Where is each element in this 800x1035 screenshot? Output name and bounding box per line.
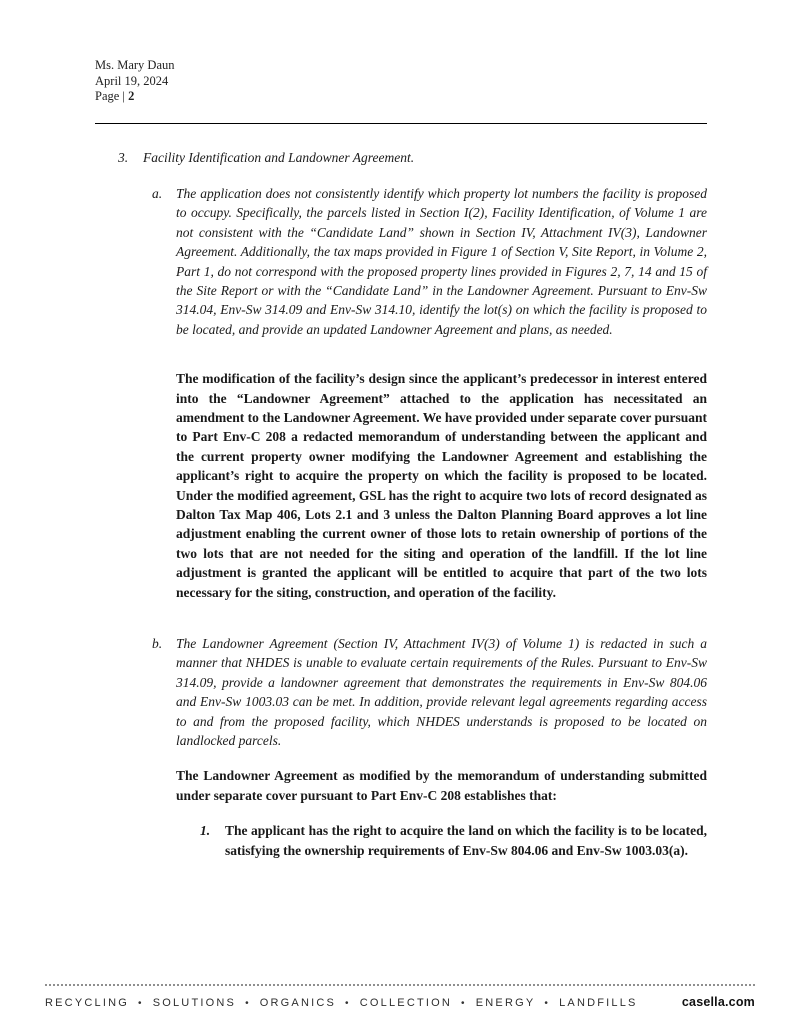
header-rule	[95, 123, 707, 124]
header-recipient: Ms. Mary Daun	[95, 58, 175, 72]
item-a-label: a.	[152, 185, 163, 201]
sub-item-1	[95, 821, 707, 860]
footer-tagline	[45, 997, 638, 1009]
footer-tagline-item: COLLECTION	[359, 997, 453, 1009]
comment-item-b	[95, 634, 707, 750]
letter-body	[95, 148, 707, 861]
footer-bullet: •	[544, 998, 551, 1009]
footer-dotted-rule	[45, 984, 755, 986]
header-date: April 19, 2024	[95, 73, 169, 88]
footer-bullet: •	[461, 998, 467, 1009]
section-title: Facility Identification and Landowner Agreement.	[143, 149, 415, 165]
footer-bullet: •	[245, 998, 251, 1009]
header-page-number: 2	[128, 89, 135, 103]
comment-item-a	[95, 184, 707, 339]
footer-row	[45, 995, 755, 1009]
header-page-label: Page |	[95, 89, 129, 103]
footer-tagline-item: ENERGY	[475, 997, 536, 1009]
response-b-text: The Landowner Agreement as modified by the memorandum of understanding submitted under separate cover pursuant to Part Env-C 208 establishes that:	[176, 768, 707, 803]
sub-item-1-label: 1.	[200, 823, 211, 839]
footer-tagline-item: LANDFILLS	[559, 997, 638, 1009]
item-a-text: The application does not consistently identify which property lot numbers the facility is proposed to occupy. Specifically, the parcels listed in Section I(2), Facility Identification, of Volume 1 are not consistent with the “Candidate Land” shown in Section IV, Attachment IV(3), Landowner Agreement. Additionally, the tax maps provided in Figure 1 of Section V, Site Report, in Volume 2, Part 1, do not correspond with the proposed property lines provided in Figures 2, 7, 14 and 15 of the Site Report or with the “Candidate Land” in the Landowner Agreement. Pursuant to Env-Sw 314.04, Env-Sw 314.09 and Env-Sw 314.10, identify the lot(s) on which the facility is proposed to be located, and provide an updated Landowner Agreement and plans, as needed.	[176, 185, 707, 337]
footer-tagline-item: SOLUTIONS	[152, 997, 237, 1009]
footer-brand: casella.com	[681, 995, 755, 1009]
footer-bullet: •	[345, 998, 351, 1009]
item-b-label: b.	[152, 636, 163, 652]
footer-bullet: •	[137, 998, 144, 1009]
page-footer	[45, 984, 755, 1009]
letter-header	[95, 58, 707, 124]
section-number: 3.	[118, 149, 129, 165]
footer-tagline-item: ORGANICS	[259, 997, 337, 1009]
sub-item-1-text: The applicant has the right to acquire the land on which the facility is to be located, satisfying the ownership requirements of Env-Sw 804.06 and Env-Sw 1003.03(a).	[225, 823, 707, 858]
item-b-text: The Landowner Agreement (Section IV, Attachment IV(3) of Volume 1) is redacted in such a manner that NHDES is unable to evaluate certain requirements of the Rules. Pursuant to Env-Sw 314.09, provide a landowner agreement that demonstrates the requirements in Env-Sw 804.06 and Env-Sw 1003.03 can be met. In addition, provide relevant legal agreements regarding access to and from the proposed facility, which NHDES understands is proposed to be located on landlocked parcels.	[176, 636, 707, 749]
response-a-text: The modification of the facility’s design since the applicant’s predecessor in interest entered into the “Landowner Agreement” attached to the application has necessitated an amendment to the Landowner Agreement. We have provided under separate cover pursuant to Part Env-C 208 a redacted memorandum of understanding between the applicant and the current property owner modifying the Landowner Agreement and establishing the applicant’s right to acquire the property on which the facility is proposed to be located. Under the modified agreement, GSL has the right to acquire two lots of record designated as Dalton Tax Map 406, Lots 2.1 and 3 unless the Dalton Planning Board approves a lot line adjustment enabling the current owner of those lots to retain ownership of portions of the two lots that are not needed for the siting and operation of the landfill. If the lot line adjustment is granted the applicant will be entitled to acquire that part of the two lots necessary for the siting, construction, and operation of the facility.	[176, 371, 708, 600]
footer-tagline-item: RECYCLING	[45, 997, 129, 1009]
section-heading	[95, 148, 707, 167]
header-page	[95, 89, 707, 105]
